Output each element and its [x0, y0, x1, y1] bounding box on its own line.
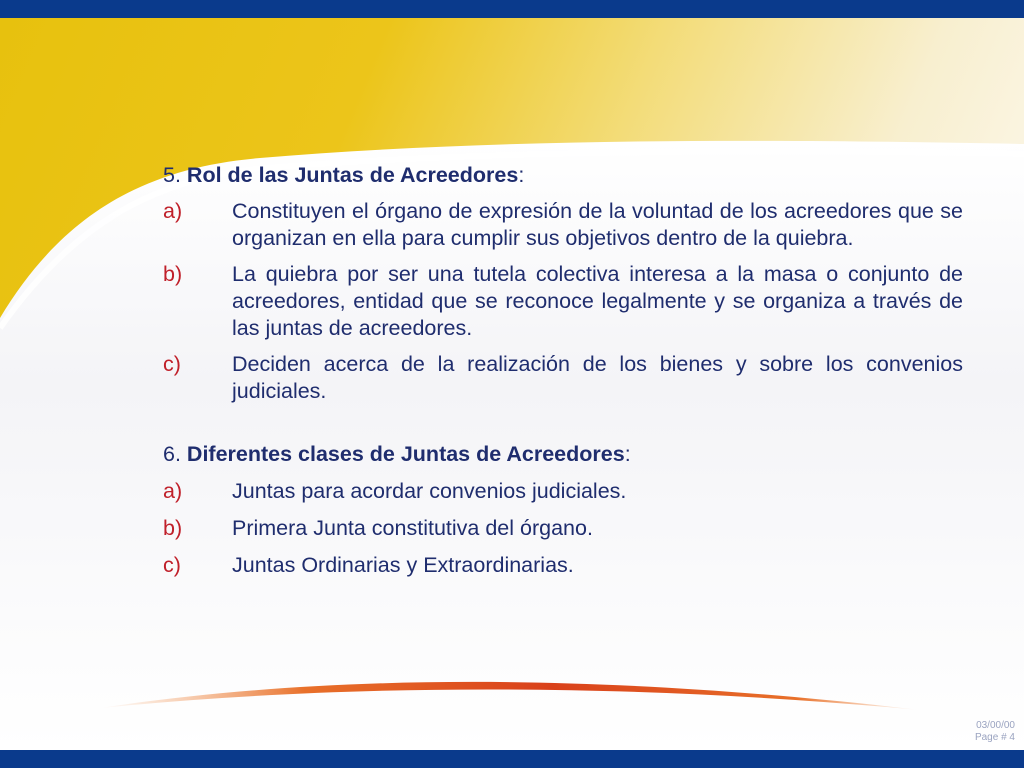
- list-item-text: Primera Junta constitutiva del órgano.: [232, 516, 593, 540]
- list-item-text: Deciden acerca de la realización de los bienes y sobre los convenios judiciales.: [232, 352, 963, 403]
- slide-content: [163, 162, 963, 579]
- section-roles: [163, 162, 963, 405]
- list-item: [163, 552, 963, 579]
- section-heading: [163, 441, 963, 468]
- list-item: [163, 478, 963, 505]
- section-spacer: [163, 405, 963, 441]
- list-marker: a): [163, 479, 183, 503]
- top-banner-bar: [0, 0, 1024, 18]
- list-item-text: Constituyen el órgano de expresión de la voluntad de los acreedores que se organizan en ella para cumplir sus objetivos dentro de la quiebra.: [232, 199, 963, 250]
- section-number: 5.: [163, 163, 181, 187]
- footer-page-number: Page # 4: [974, 732, 1015, 743]
- list-item-text: Juntas Ordinarias y Extraordinarias.: [232, 553, 574, 577]
- list-item: [163, 198, 963, 252]
- list-item-text: Juntas para acordar convenios judiciales.: [232, 479, 627, 503]
- list-item: [163, 515, 963, 542]
- list-item: [163, 351, 963, 405]
- section-title: Rol de las Juntas de Acreedores: [186, 163, 519, 187]
- section-number: 6.: [163, 442, 181, 466]
- section-title: Diferentes clases de Juntas de Acreedores: [186, 442, 625, 466]
- list-item: [163, 261, 963, 342]
- section-heading: [163, 162, 963, 189]
- list-item-text: La quiebra por ser una tutela colectiva interesa a la masa o conjunto de acreedores, entidad que se reconoce legalmente y se organiza a través de las juntas de acreedores.: [232, 262, 963, 340]
- list-marker: a): [163, 199, 183, 223]
- heading-colon: :: [518, 163, 525, 187]
- section-classes: [163, 441, 963, 579]
- list-marker: c): [163, 352, 181, 376]
- footer-date: 03/00/00: [976, 720, 1015, 731]
- heading-colon: :: [624, 442, 631, 466]
- bottom-banner-bar: [0, 750, 1024, 768]
- list-marker: b): [163, 516, 183, 540]
- slide-footer: [975, 720, 1015, 744]
- list-marker: c): [163, 553, 181, 577]
- list-marker: b): [163, 262, 183, 286]
